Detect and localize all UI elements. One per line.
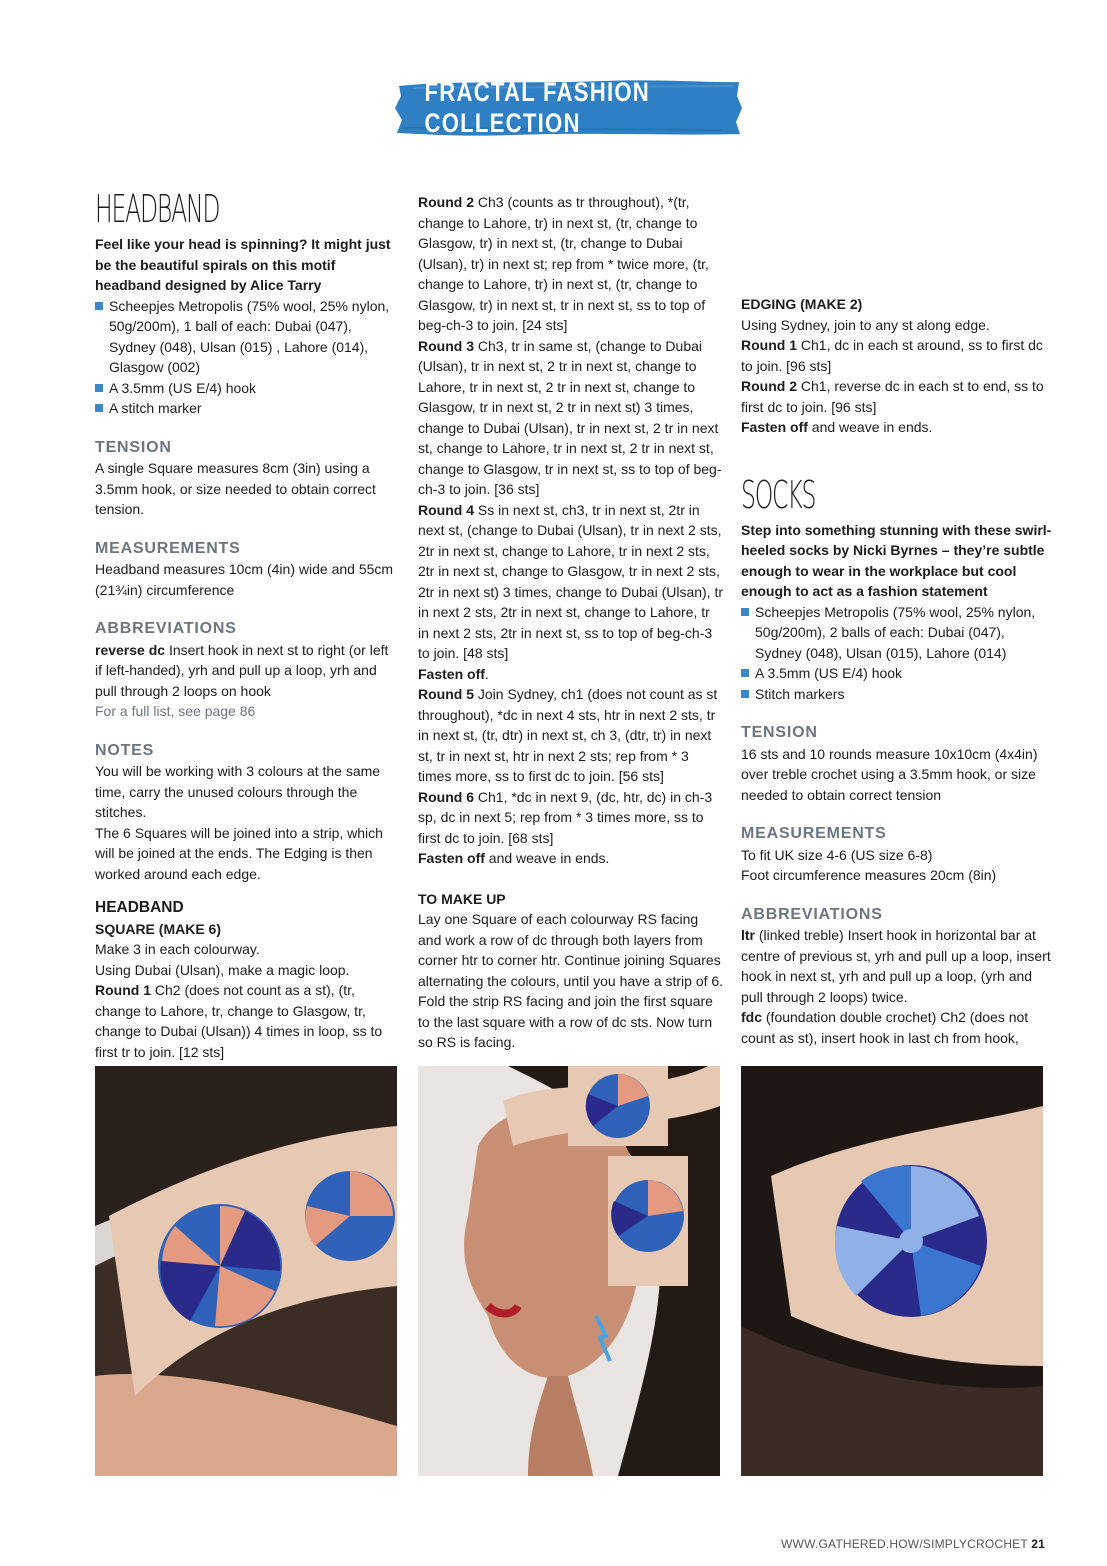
headband-photo-profile <box>418 1066 720 1476</box>
abbreviation-term: reverse dc <box>95 641 166 658</box>
round-6-text <box>418 787 724 849</box>
column-3 <box>741 192 1053 1048</box>
fasten-off-end: . <box>484 665 489 682</box>
headband-materials-list <box>95 296 395 419</box>
round-4-text <box>418 500 724 664</box>
column-1 <box>95 188 395 1062</box>
round-instruction: Ch2 (does not count as a st), (tr, change to Lahore, tr, change to Glasgow, tr, change to Dubai (Ulsan)) 4 times in loop, ss to first tr to join. [12 sts] <box>95 982 383 1060</box>
notes-heading: NOTES <box>95 741 155 759</box>
fasten-off-label: Fasten off <box>418 665 485 682</box>
round-instruction: Ch1, reverse dc in each st to end, ss to first dc to join. [96 sts] <box>741 378 1044 415</box>
round-instruction: Ss in next st, ch3, tr in next st, 2tr in next st, (change to Dubai (Ulsan), tr in next 2 sts, 2tr in next st, change to Lahore, tr in next 2 sts, 2tr in next st, change to Glasgow, tr in next 2 sts, 2tr in next st) 3 times, change to Dubai (Ulsan), tr in next 2 sts, 2tr in next st, change to Lahore, tr in next 2 sts, 2tr in next st, ss to top of beg-ch-3 to join. [48 sts] <box>418 501 724 661</box>
abbreviation-entry <box>741 925 1053 1007</box>
round-instruction: Ch3 (counts as tr throughout), *(tr, change to Lahore, tr) in next st, (tr, change to Glasgow, tr) in next st, (tr, change to Dubai (Ulsan), tr) in next st; rep from * twice more, (tr, change to Lahore, tr) in next st, (tr, change to Glasgow, tr) in next st, tr in next st, ss to top of beg-ch-3 to join. [24 sts] <box>418 194 709 333</box>
socks-measurements-text: Foot circumference measures 20cm (8in) <box>741 867 997 883</box>
round-label: Round 5 <box>418 686 474 702</box>
material-item: A 3.5mm (US E/4) hook <box>741 663 1053 684</box>
fasten-off-3 <box>741 417 1053 438</box>
notes-text: You will be working with 3 colours at the same time, carry the unused colours through the stitches. <box>95 763 381 820</box>
round-label: Round 2 <box>741 378 797 394</box>
headband-photo-front <box>95 1066 397 1476</box>
headband-photo-closeup <box>741 1066 1043 1476</box>
material-item: A 3.5mm (US E/4) hook <box>95 378 395 399</box>
material-item: Scheepjes Metropolis (75% wool, 25% nylon, 50g/200m), 1 ball of each: Dubai (047), Sydney (048), Ulsan (015) , Lahore (014), Glasgow (002) <box>95 296 395 378</box>
fasten-off-1 <box>418 664 724 685</box>
headband-intro: Feel like your head is spinning? It might just be the beautiful spirals on this motif headband designed by Alice Tarry <box>95 236 391 293</box>
socks-materials-list <box>741 602 1053 705</box>
round-1-text <box>95 980 395 1062</box>
make-up-text: Lay one Square of each colourway RS facing and work a row of dc through both layers from corner htr to corner htr. Continue joining Squares alternating the colours, until you have a strip of 6. Fold the strip RS facing and join the first square to the last square with a row of dc sts. Now turn so RS is facing. <box>418 911 724 1050</box>
round-label: Round 6 <box>418 788 474 805</box>
abbreviation-definition: (linked treble) Insert hook in horizontal bar at centre of previous st, yrh and pull up a loop, insert hook in next st, yrh and pull up a loop, (yrh and pull through 2 loops) twice. <box>741 927 1051 1005</box>
fasten-off-2 <box>418 848 724 869</box>
abbreviations-heading: ABBREVIATIONS <box>95 620 237 637</box>
socks-tension-text: 16 sts and 10 rounds measure 10x10cm (4x4in) over treble crochet using a 3.5mm hook, or size needed to obtain correct tension <box>741 745 1038 803</box>
socks-intro: Step into something stunning with these swirl-heeled socks by Nicki Byrnes – they’re subtle enough to wear in the workplace but cool enough to act as a fashion statement <box>741 521 1052 599</box>
fasten-off-text: and weave in ends. <box>807 419 933 435</box>
pattern-heading: HEADBAND <box>95 899 184 916</box>
round-3-text <box>418 336 724 500</box>
fasten-off-label: Fasten off <box>741 419 808 435</box>
socks-tension-heading: TENSION <box>741 724 818 741</box>
material-item: A stitch marker <box>95 398 395 419</box>
tension-heading: TENSION <box>95 438 172 456</box>
square-heading: SQUARE (MAKE 6) <box>95 920 222 937</box>
fasten-off-label: Fasten off <box>418 850 485 866</box>
measurements-text: Headband measures 10cm (4in) wide and 55cm (21¾in) circumference <box>95 561 394 598</box>
footer-url: WWW.GATHERED.HOW/SIMPLYCROCHET <box>781 1537 1028 1551</box>
page-number: 21 <box>1031 1537 1045 1551</box>
abbreviation-term: ltr <box>741 927 755 943</box>
edging-heading: EDGING (MAKE 2) <box>741 296 863 312</box>
socks-title: SOCKS <box>741 472 816 517</box>
abbreviation-definition: Insert hook in next st to right (or left if left-handed), yrh and pull up a loop, yrh and pull through 2 loops on hook <box>95 641 389 699</box>
headband-title: HEADBAND <box>95 187 220 231</box>
fasten-off-text: and weave in ends. <box>484 850 610 866</box>
socks-measurements-text: To fit UK size 4-6 (US size 6-8) <box>741 846 933 863</box>
round-2-text <box>418 192 724 336</box>
edging-line: Using Sydney, join to any st along edge. <box>741 316 990 333</box>
round-label: Round 1 <box>95 982 151 998</box>
notes-text: The 6 Squares will be joined into a strip, which will be joined at the ends. The Edging is then worked around each edge. <box>95 824 383 882</box>
abbreviation-entry <box>95 640 395 702</box>
round-label: Round 3 <box>418 337 474 354</box>
abbreviation-definition: (foundation double crochet) Ch2 (does not count as st), insert hook in last ch from hook, <box>741 1009 1029 1046</box>
round-label: Round 2 <box>418 194 474 210</box>
round-instruction: Join Sydney, ch1 (does not count as st throughout), *dc in next 4 sts, htr in next 2 sts, tr in next st, (tr, dtr) in next st, ch 3, (dtr, tr) in next st, tr in next st, htr in next 2 sts; rep from * 3 times more, ss to first dc to join. [56 sts] <box>418 686 718 784</box>
square-instruction: Make 3 in each colourway. <box>95 941 260 957</box>
edging-round-1 <box>741 335 1053 376</box>
round-instruction: Ch1, dc in each st around, ss to first dc to join. [96 sts] <box>741 337 1043 374</box>
round-label: Round 1 <box>741 337 797 353</box>
abbreviation-entry <box>741 1007 1053 1048</box>
collection-title: FRACTAL FASHION COLLECTION <box>424 77 650 138</box>
round-label: Round 4 <box>418 501 474 518</box>
make-up-heading: TO MAKE UP <box>418 890 506 907</box>
socks-abbreviations-heading: ABBREVIATIONS <box>741 905 883 923</box>
material-item: Stitch markers <box>741 684 1053 705</box>
abbreviation-term: fdc <box>741 1009 762 1025</box>
round-instruction: Ch1, *dc in next 9, (dc, htr, dc) in ch-3 sp, dc in next 5; rep from * 3 times more, ss to first dc to join. [68 sts] <box>418 788 713 846</box>
material-item: Scheepjes Metropolis (75% wool, 25% nylon, 50g/200m), 2 balls of each: Dubai (047), Sydney (048), Ulsan (015), Lahore (014) <box>741 602 1053 664</box>
measurements-heading: MEASUREMENTS <box>95 539 241 557</box>
edging-round-2 <box>741 376 1053 417</box>
square-instruction: Using Dubai (Ulsan), make a magic loop. <box>95 961 350 978</box>
column-2 <box>418 192 724 1053</box>
make-up-continued-spacer <box>741 192 1053 274</box>
page-footer <box>781 1537 1045 1551</box>
tension-text: A single Square measures 8cm (3in) using a 3.5mm hook, or size needed to obtain correct tension. <box>95 460 376 517</box>
round-instruction: Ch3, tr in same st, (change to Dubai (Ulsan), tr in next st, 2 tr in next st, change to Lahore, tr in next st, 2 tr in next st, change to Glasgow, tr in next st, 2 tr in next st) 3 times, change to Dubai (Ulsan), tr in next st, 2 tr in next st, change to Lahore, tr in next st, 2 tr in next st, change to Glasgow, tr in next st, ss to top of beg-ch-3 to join. [36 sts] <box>418 337 722 497</box>
round-5-text <box>418 684 724 787</box>
socks-measurements-heading: MEASUREMENTS <box>741 825 887 842</box>
collection-banner <box>393 78 743 138</box>
abbreviation-note: For a full list, see page 86 <box>95 703 256 719</box>
